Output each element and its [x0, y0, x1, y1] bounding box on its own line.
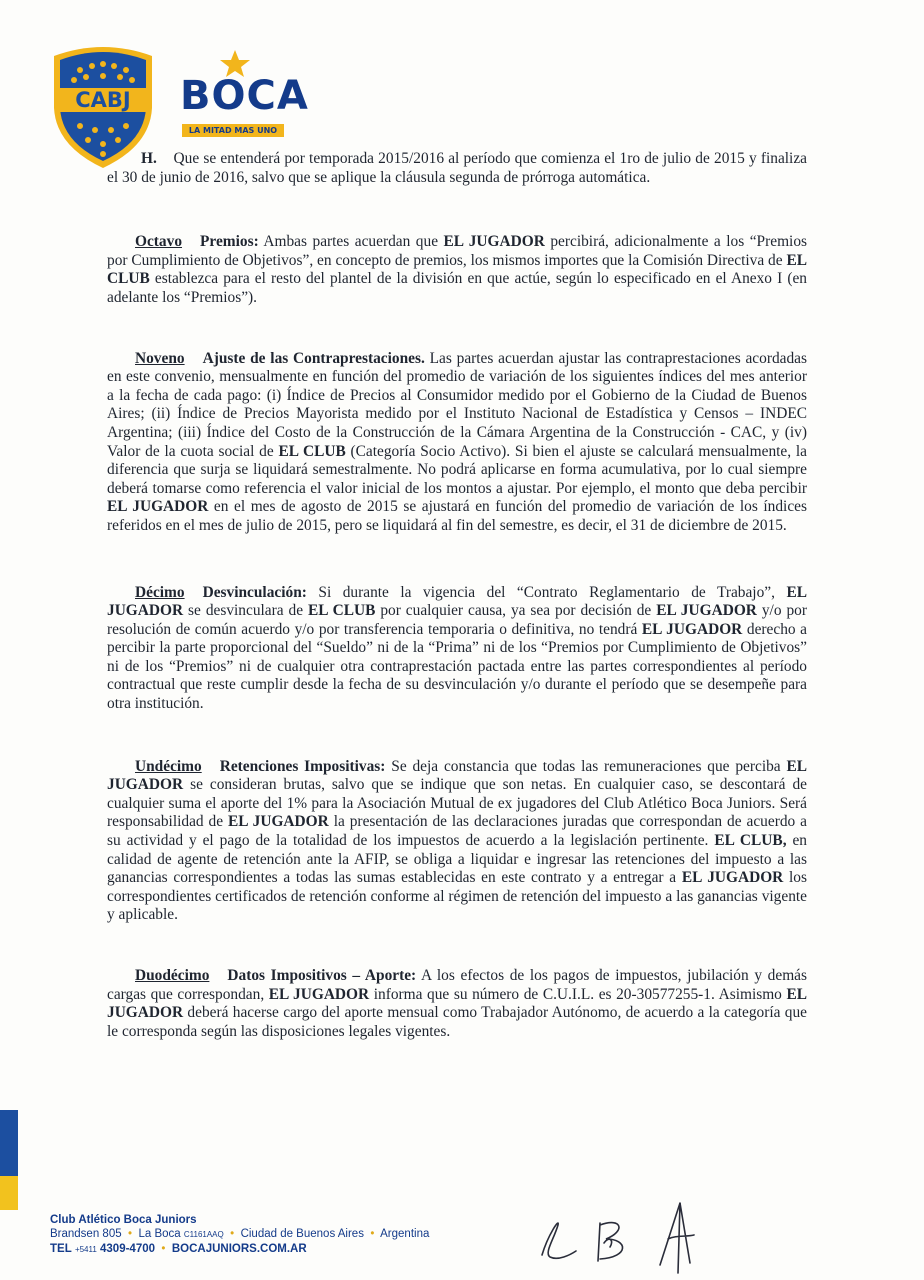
clause-heading: Undécimo	[135, 757, 202, 775]
wordmark-text: BOCA	[180, 73, 309, 119]
party-name: EL CLUB,	[714, 832, 787, 850]
party-name: EL JUGADOR	[107, 757, 807, 794]
clause-text: A los efectos de los pagos de impuestos, jubilación y demás cargas que correspondan,	[107, 967, 807, 1003]
clause-text: (Categoría Socio Activo). Si bien el ajuste se calculará mensualmente, la diferencia que surja se liquidará semestralmente. No podrá aplicarse en forma acumulativa, por lo cual siempre deberá tomarse como referencia el valor inicial de los montos a ajustar. Por ejemplo, el monto que deba percibir	[107, 442, 807, 497]
party-name: EL JUGADOR	[268, 985, 370, 1003]
clause-text: derecho a percibir la parte proporcional del “Sueldo” ni de la “Prima” ni de los “Premios por Cumplimiento de Objetivos” ni de los “Premios” ni de cualquier otra contraprestación pactada entre las partes correspondientes al período contractual que reste cumplir desde la fecha de su desvinculación y/o durante el período que se desempeñe para otra institución.	[107, 620, 808, 713]
side-bar-blue	[0, 1110, 18, 1176]
clause-undecimo	[107, 758, 807, 925]
clause-text: la presentación de las declaraciones juradas que correspondan de acuerdo a su actividad y el pago de la totalidad de los impuestos de acuerdo a la legislación pertinente.	[107, 813, 807, 850]
party-name: EL JUGADOR	[443, 233, 545, 251]
clause-octavo	[107, 233, 807, 307]
footer-website[interactable]: BOCAJUNIORS.COM.AR	[171, 1243, 307, 1255]
footer-postal: C1161AAQ	[183, 1230, 224, 1239]
party-name: EL JUGADOR	[681, 869, 784, 887]
clause-noveno	[107, 350, 807, 536]
clause-h	[107, 150, 807, 187]
clause-text: se desvinculara de	[183, 602, 308, 620]
footer-area: La Boca	[138, 1228, 181, 1240]
footer-contact: TEL +5411 4309-4700 • BOCAJUNIORS.COM.AR	[50, 1243, 307, 1255]
footer-country: Argentina	[380, 1228, 430, 1240]
boca-wordmark	[180, 48, 309, 135]
clause-text: percibirá, adicionalmente a los “Premios por Cumplimiento de Objetivos”, en concepto de premios, los mismos importes que la Comisión Directiva de	[107, 233, 808, 269]
crest-text: CABJ	[75, 88, 131, 112]
letterhead-footer	[50, 1213, 429, 1257]
clause-heading: Octavo	[135, 233, 183, 251]
clause-body: Que se entenderá por temporada 2015/2016 al período que comienza el 1ro de julio de 2015 y finaliza el 30 de junio de 2016, salvo que se aplique la cláusula segunda de prórroga automática.	[107, 150, 807, 186]
clause-text: deberá hacerse cargo del aporte mensual como Trabajador Autónomo, de acuerdo a la categoría que le corresponda según las disposiciones legales vigentes.	[107, 1004, 807, 1040]
clause-heading: Décimo	[135, 583, 185, 601]
party-name: EL CLUB	[278, 442, 346, 460]
clause-text: Si durante la vigencia del “Contrato Reglamentario de Trabajo”,	[306, 583, 787, 601]
clause-title: Desvinculación:	[202, 583, 307, 601]
clause-text: por cualquier causa, ya sea por decisión de	[375, 602, 657, 620]
party-name: EL JUGADOR	[228, 813, 329, 831]
footer-address: Brandsen 805 • La Boca C1161AAQ • Ciudad de Buenos Aires • Argentina	[50, 1228, 430, 1240]
clause-text: establezca para el resto del plantel de la división en que actúe, según lo especificado en el Anexo I (en adelante los “Premios”).	[107, 270, 807, 306]
footer-tel-number: 4309-4700	[100, 1243, 156, 1255]
party-name: EL CLUB	[308, 602, 376, 620]
footer-street: Brandsen 805	[50, 1228, 122, 1240]
clause-label: H.	[141, 150, 157, 167]
party-name: EL JUGADOR	[107, 985, 807, 1022]
party-name: EL JUGADOR	[656, 602, 757, 620]
footer-city: Ciudad de Buenos Aires	[240, 1228, 364, 1240]
clause-text: informa que su número de C.U.I.L. es 20-30577255-1. Asimismo	[369, 985, 787, 1003]
clause-text: se consideran brutas, salvo que se indique que son netas. En cualquier caso, se descontará de cualquier suma el aporte del 1% para la Asociación Mutual de ex jugadores del Club Atlético Boca Juniors. Será responsabilidad de	[107, 776, 807, 831]
clause-decimo	[107, 584, 807, 714]
clause-title: Retenciones Impositivas:	[219, 757, 386, 775]
clause-heading: Duodécimo	[135, 967, 210, 984]
clause-text: Se deja constancia que todas las remuneraciones que perciba	[385, 757, 787, 775]
footer-tel-prefix: +5411	[74, 1245, 97, 1254]
clause-text: Ambas partes acuerdan que	[263, 233, 444, 251]
footer-tel-label: TEL	[50, 1243, 72, 1255]
clause-text: en calidad de agente de retención ante la AFIP, se obliga a liquidar e ingresar las retenciones del impuesto a las ganancias correspondientes a todas las sumas establecidas en este contrato y a entregar a	[107, 832, 808, 887]
party-name: EL CLUB	[107, 251, 807, 288]
clause-text: en el mes de agosto de 2015 se ajustará en función del promedio de variación de los índices referidos en el mes de julio de 2015, pero se liquidará al fin del semestre, es decir, el 31 de diciembre de 2015.	[107, 498, 807, 534]
clause-title: Datos Impositivos – Aporte:	[227, 967, 417, 984]
tagline: LA MITAD MAS UNO	[182, 124, 284, 137]
clause-title: Premios:	[200, 233, 259, 251]
party-name: EL JUGADOR	[107, 498, 209, 516]
contract-body	[107, 150, 807, 1041]
clause-text: Las partes acuerdan ajustar las contraprestaciones acordadas en este convenio, mensualmente en función del promedio de variación de los siguientes índices del mes anterior a la fecha de cada pago: (i) Índice de Precios al Consumidor medido por el Gobierno de la Ciudad de Buenos Aires; (ii) Índice de Precios Mayorista medido por el Instituto Nacional de Estadística y Censos – INDEC Argentina; (iii) Índice del Costo de la Construcción de la Cámara Argentina de la Construcción - CAC, y (iv) Valor de la cuota social de	[107, 349, 807, 460]
clause-text: y/o por resolución de común acuerdo y/o por transferencia temporaria o definitiva, no tendrá	[107, 602, 807, 638]
clause-duodecimo	[107, 967, 807, 1041]
clause-title: Ajuste de las Contraprestaciones.	[202, 349, 425, 367]
footer-club-name: Club Atlético Boca Juniors	[50, 1214, 197, 1226]
party-name: EL JUGADOR	[107, 583, 807, 620]
signature-initials	[530, 1195, 730, 1275]
side-bar-yellow	[0, 1176, 18, 1210]
party-name: EL JUGADOR	[641, 620, 743, 638]
clause-heading: Noveno	[135, 349, 185, 367]
clause-text: los correspondientes certificados de retención conforme al régimen de retención del impuesto a las ganancias vigente y aplicable.	[107, 869, 807, 924]
